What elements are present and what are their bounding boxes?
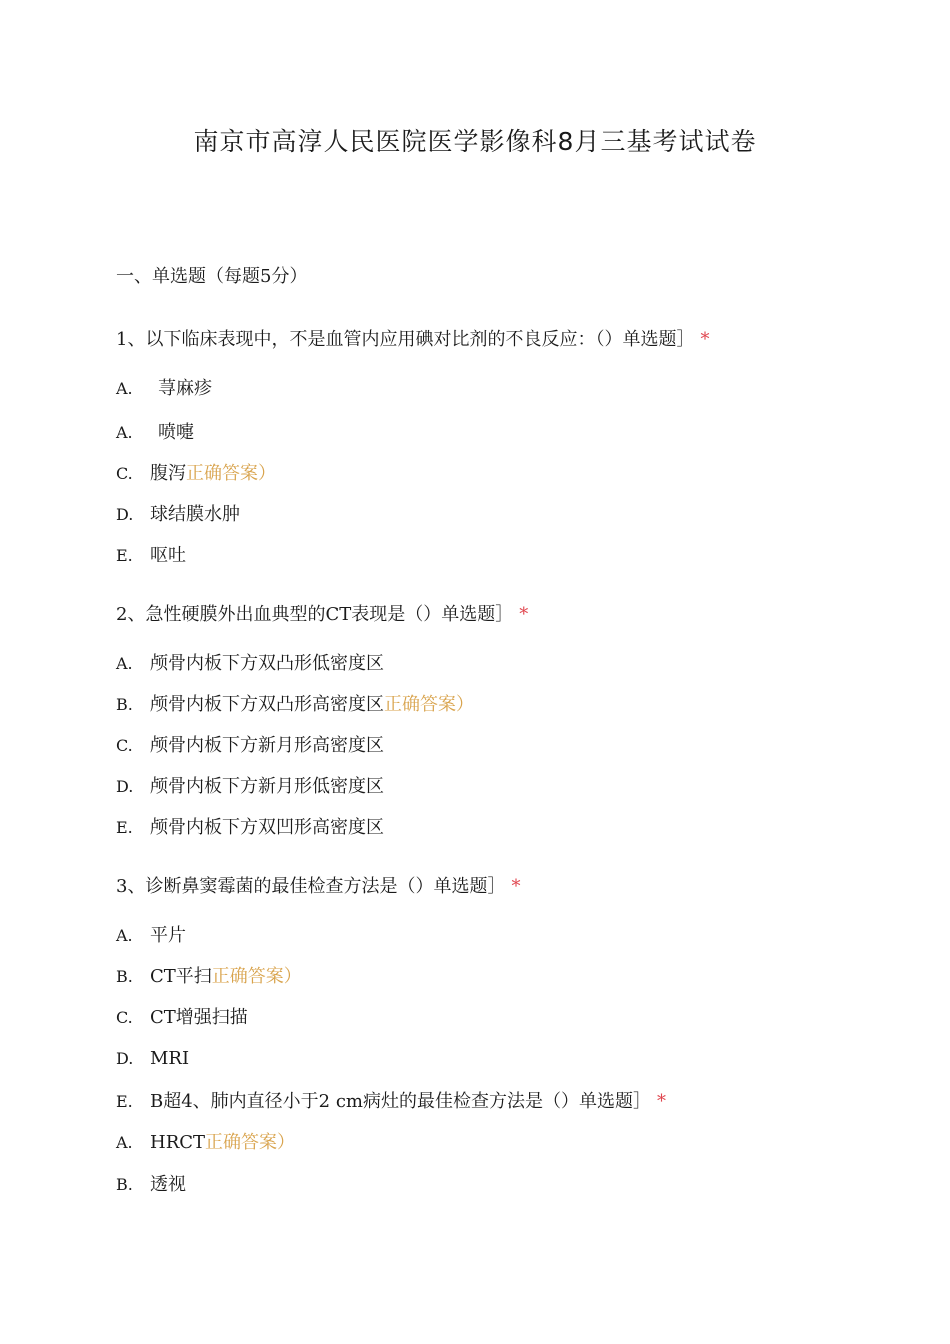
option-letter: A. [116,423,133,442]
option-text: 球结膜水肿 [150,504,240,525]
option-letter: C. [116,1008,133,1027]
option-text: CT平扫 [150,966,212,987]
option-text: 腹泻 [150,463,186,484]
section-heading: 一、单选题（每题5分） [116,266,308,287]
option-text: 喷嚏 [158,422,194,443]
question-4-option-b [116,1172,186,1198]
option-letter: B. [116,1175,133,1194]
required-asterisk: * [657,1091,667,1112]
question-stem-text: 1、以下临床表现中，不是血管内应用碘对比剂的不良反应：（）单选题］ [116,329,695,350]
option-letter: A. [116,1133,133,1152]
question-3-option-d [116,1046,189,1072]
question-2-option-d [116,774,384,800]
correct-answer-label: 正确答案） [205,1132,296,1153]
required-asterisk: * [519,604,529,625]
question-2-option-c [116,733,384,759]
option-text: B超4、肺内直径小于2 cm病灶的最佳检查方法是（）单选题］ [150,1091,652,1112]
question-stem-text: 2、急性硬膜外出血典型的CT表现是（）单选题］ [116,604,514,625]
option-letter: A. [116,926,133,945]
option-text: 颅骨内板下方双凹形高密度区 [150,817,384,838]
question-3-stem [116,874,520,900]
option-letter: B. [116,967,133,986]
question-3-option-a [116,923,186,949]
option-letter: D. [116,1049,134,1068]
option-text: 平片 [150,925,186,946]
required-asterisk: * [700,329,710,350]
option-letter: E. [116,546,133,565]
question-4-option-a [116,1130,295,1156]
question-3-option-c [116,1005,248,1031]
option-letter: A. [116,379,133,398]
question-1-option-e [116,543,186,569]
option-letter: B. [116,695,133,714]
option-text: 颅骨内板下方新月形高密度区 [150,735,384,756]
option-text: 荨麻疹 [158,378,212,399]
question-1-option-d [116,502,240,528]
question-3-option-b [116,964,302,990]
option-letter: A. [116,654,133,673]
question-3-option-e [116,1089,666,1115]
correct-answer-label: 正确答案） [186,463,276,484]
option-text: 颅骨内板下方新月形低密度区 [150,776,384,797]
correct-answer-label: 正确答案） [211,966,302,987]
option-text: 颅骨内板下方双凸形低密度区 [150,653,384,674]
question-2-option-b [116,692,474,718]
option-text: MRI [150,1048,190,1069]
option-letter: D. [116,777,134,796]
question-1-stem [116,327,709,353]
question-2-option-a [116,651,384,677]
question-2-option-e [116,815,384,841]
option-text: 呕吐 [150,545,186,566]
question-1-option-a2 [116,420,194,446]
document-title: 南京市高淳人民医院医学影像科8月三基考试试卷 [193,127,757,156]
correct-answer-label: 正确答案） [384,694,474,715]
question-stem-text: 3、诊断鼻窦霉菌的最佳检查方法是（）单选题］ [116,876,506,897]
option-text: 颅骨内板下方双凸形高密度区 [150,694,384,715]
option-letter: E. [116,1092,133,1111]
option-letter: C. [116,736,133,755]
option-letter: C. [116,464,133,483]
option-letter: E. [116,818,133,837]
question-1-option-a [116,376,212,402]
option-letter: D. [116,505,134,524]
option-text: CT增强扫描 [150,1007,248,1028]
option-text: 透视 [150,1174,186,1195]
question-2-stem [116,602,528,628]
required-asterisk: * [511,876,521,897]
option-text: HRCT [150,1132,206,1153]
question-1-option-c [116,461,276,487]
